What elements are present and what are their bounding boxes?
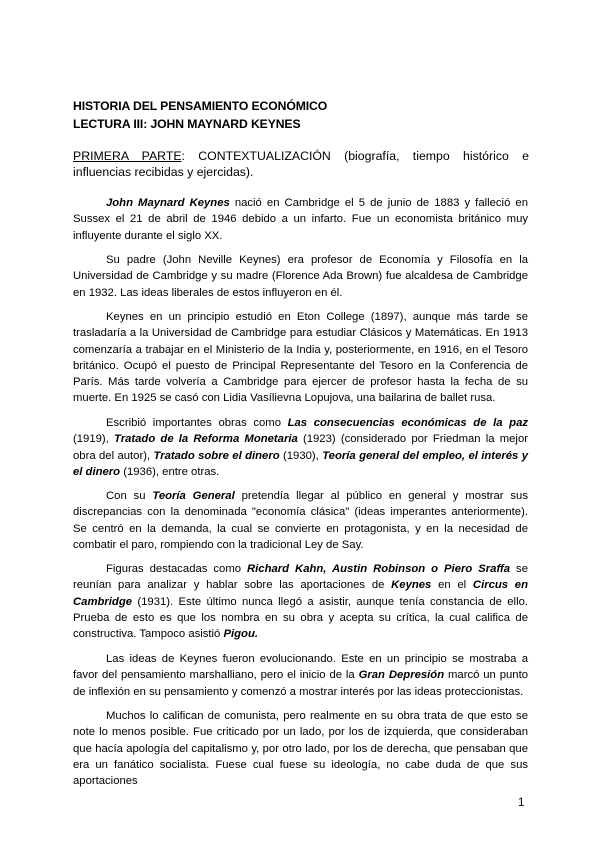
paragraph-text: se reunían para analizar y hablar sobre las aportaciones de — [73, 563, 528, 592]
paragraph-text: Figuras destacadas como — [106, 563, 247, 575]
section-heading — [73, 148, 529, 180]
bold-name: Keynes — [391, 579, 432, 592]
paragraph-text: en el — [431, 579, 473, 592]
book-title: Tratado de la Reforma Monetaria — [114, 433, 298, 446]
paragraph-text: nació en Cambridge el 5 de junio de 1883 y falleció en Sussex el 21 de abril de 1946 debido a un infarto. Fue un economista británico muy influyente durante el siglo XX. — [73, 197, 528, 242]
book-title: Tratado sobre el dinero — [153, 449, 280, 462]
bold-name: Pigou. — [223, 628, 258, 641]
page-number: 1 — [518, 797, 525, 809]
paragraph-text: Las ideas de Keynes fueron evolucionando. Este en un principio se mostraba a favor del pensamiento marshalliano, pero el inicio de la — [73, 653, 528, 682]
paragraph-4 — [73, 415, 528, 480]
paragraph-text: Escribió importantes obras como — [106, 417, 288, 429]
paragraph-6 — [73, 561, 528, 642]
paragraph-2 — [73, 252, 528, 301]
paragraph-1 — [73, 195, 528, 244]
paragraph-7 — [73, 651, 528, 700]
document-title: HISTORIA DEL PENSAMIENTO ECONÓMICO — [73, 99, 328, 113]
bold-term: Gran Depresión — [358, 669, 445, 682]
book-title: Teoría General — [152, 490, 235, 502]
book-title: Las consecuencias económicas de la paz — [287, 417, 528, 429]
paragraph-text: (1923) (considerado por Friedman la mejor obra del autor), — [73, 433, 528, 462]
paragraph-text: (1919), — [73, 433, 114, 446]
paragraph-text: (1936), entre otras. — [120, 465, 220, 478]
reading-title: LECTURA III: JOHN MAYNARD KEYNES — [73, 117, 301, 131]
paragraph-text: (1931). Este último nunca llegó a asistir, aunque tenía constancia de ello. Prueba de esto es que los nombra en su obra y acepta su crítica, la cual califica de constructiva. Tampoco asistió — [73, 595, 528, 641]
paragraph-3 — [73, 309, 528, 407]
paragraph-text: Muchos lo califican de comunista, pero realmente en su obra trata de que esto se note lo menos posible. Fue criticado por un lado, por los de izquierda, que consideraban que hacía apología del capitalismo y, por otro lado, por los de derecha, que pensaban que era un fanático socialista. Fuese cual fuese su ideología, no cabe duda de que sus aportaciones — [73, 710, 528, 788]
bold-names: Richard Kahn, Austin Robinson o Piero Sraffa — [247, 563, 511, 575]
paragraph-text: (1930), — [279, 449, 323, 462]
paragraph-text: Con su — [106, 490, 153, 502]
paragraph-5 — [73, 488, 528, 553]
bold-name: Circus en Cambridge — [73, 579, 528, 608]
part-label: PRIMERA PARTE — [73, 149, 182, 163]
part-description: : CONTEXTUALIZACIÓN (biografía, tiempo histórico e influencias recibidas y ejercidas). — [73, 149, 529, 179]
paragraph-text: marcó un punto de inflexión en su pensamiento y comenzó a mostrar interés por las ideas proteccionistas. — [73, 669, 529, 698]
bold-name: John Maynard Keynes — [106, 197, 230, 209]
paragraph-text: Keynes en un principio estudió en Eton College (1897), aunque más tarde se trasladaría a la Universidad de Cambridge para estudiar Clásicos y Matemáticas. En 1913 comenzaría a trabajar en el Ministerio de la India y, posteriormente, en 1916, en el Tesoro británico. Ocupó el puesto de Principal Representante del Tesoro en la Conferencia de París. Más tarde volvería a Cambridge para ejercer de profesor hasta la fecha de su muerte. En 1925 se casó con Lidia Vasílievna Lopujova, una bailarina de ballet rusa. — [73, 311, 528, 405]
paragraph-text: Su padre (John Neville Keynes) era profesor de Economía y Filosofía en la Universidad de Cambridge y su madre (Florence Ada Brown) fue alcaldesa de Cambridge en 1932. Las ideas liberales de estos influyeron en él. — [73, 254, 528, 299]
paragraph-text: pretendía llegar al público en general y mostrar sus discrepancias con la denominada "economía clásica" (ideas imperantes anteriormente). Se centró en la demanda, la cual se convierte en protagonista, y en la necesidad de combatir el paro, rompiendo con la tradicional Ley de Say. — [73, 490, 528, 551]
book-title: Teoría general del empleo, el interés y el dinero — [73, 449, 528, 478]
paragraph-8 — [73, 708, 528, 789]
